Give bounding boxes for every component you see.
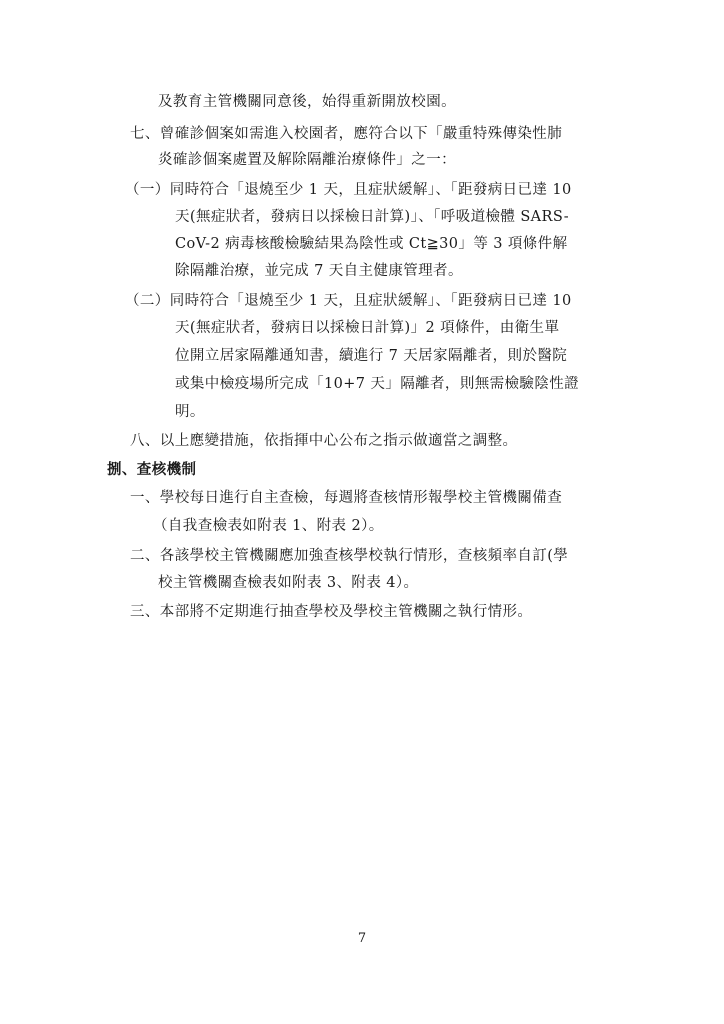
- text-line: 天(無症狀者，發病日以採檢日計算)」、「呼吸道檢體 SARS-: [175, 209, 570, 225]
- text-line: 明。: [175, 404, 205, 420]
- item-two-line: （二）同時符合「退燒至少 1 天，且症狀緩解」、「距發病日已達 10: [125, 293, 572, 309]
- text-line: 除隔離治療，並完成 7 天自主健康管理者。: [175, 263, 463, 279]
- text-line: 炎確診個案處置及解除隔離治療條件」之一：: [158, 152, 456, 168]
- text-line: （自我查檢表如附表 1、附表 2）。: [153, 518, 384, 534]
- text-line: 校主管機關查檢表如附表 3、附表 4）。: [158, 575, 419, 591]
- check-item-two-line: 二、各該學校主管機關應加強查核學校執行情形，查核頻率自訂(學: [130, 548, 569, 564]
- check-item-one-line: 一、學校每日進行自主查檢，每週將查核情形報學校主管機關備查: [130, 490, 563, 506]
- text-line: CoV-2 病毒核酸檢驗結果為陰性或 Ct≧30」等 3 項條件解: [175, 236, 568, 252]
- section-eight-line: 八、以上應變措施，依指揮中心公布之指示做適當之調整。: [130, 433, 518, 449]
- text-line: 天(無症狀者，發病日以採檢日計算)」2 項條件，由衛生單: [175, 320, 560, 336]
- text-line: 及教育主管機關同意後，始得重新開放校園。: [158, 94, 456, 110]
- check-item-three-line: 三、本部將不定期進行抽查學校及學校主管機關之執行情形。: [130, 604, 533, 620]
- section-seven-line: 七、曾確診個案如需進入校園者，應符合以下「嚴重特殊傳染性肺: [130, 126, 563, 142]
- text-line: 位開立居家隔離通知書，續進行 7 天居家隔離者，則於醫院: [175, 348, 568, 364]
- page-number: 7: [357, 931, 367, 946]
- text-line: 或集中檢疫場所完成「10+7 天」隔離者，則無需檢驗陰性證: [175, 376, 580, 392]
- section-heading: 捌、查核機制: [107, 461, 197, 478]
- item-one-line: （一）同時符合「退燒至少 1 天，且症狀緩解」、「距發病日已達 10: [125, 182, 572, 198]
